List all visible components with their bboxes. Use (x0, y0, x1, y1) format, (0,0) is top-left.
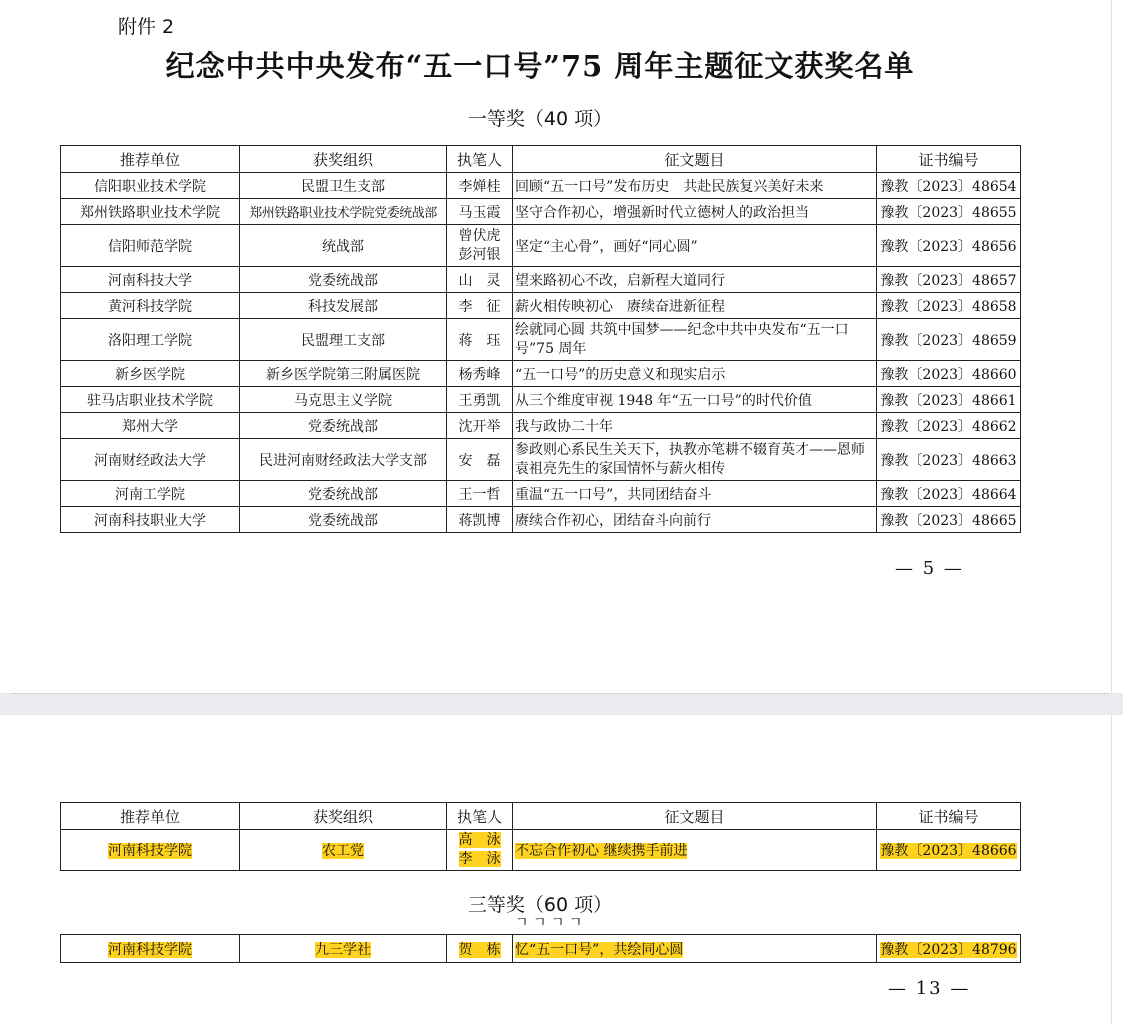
highlight: 河南科技学院 (108, 843, 192, 859)
cell-author: 山 灵 (447, 267, 513, 293)
cell-topic (513, 935, 877, 963)
cell-author (447, 935, 513, 963)
cell-unit (61, 830, 240, 871)
header-author: 执笔人 (447, 803, 513, 830)
table-row-highlighted (61, 935, 1021, 963)
cell-org: 民盟卫生支部 (240, 173, 447, 199)
cell-author: 曾伏虎 彭河银 (447, 225, 513, 267)
cell-org: 党委统战部 (240, 507, 447, 533)
table-row (61, 319, 1021, 361)
cell-topic: 从三个维度审视 1948 年“五一口号”的时代价值 (513, 387, 877, 413)
cell-topic: 重温“五一口号”，共同团结奋斗 (513, 481, 877, 507)
cell-org: 科技发展部 (240, 293, 447, 319)
cell-unit: 河南科技职业大学 (61, 507, 240, 533)
page-number-13: — 13 — (888, 978, 971, 999)
cell-topic: “五一口号”的历史意义和现实启示 (513, 361, 877, 387)
cell-author: 李婵桂 (447, 173, 513, 199)
cell-author: 李 征 (447, 293, 513, 319)
cell-unit: 新乡医学院 (61, 361, 240, 387)
header-topic: 征文题目 (513, 146, 877, 173)
cell-unit: 洛阳理工学院 (61, 319, 240, 361)
cell-org: 党委统战部 (240, 481, 447, 507)
cell-org: 统战部 (240, 225, 447, 267)
cell-cert: 豫教〔2023〕48659 (877, 319, 1021, 361)
table-row (61, 199, 1021, 225)
page-edge (1111, 715, 1112, 1024)
cell-cert: 豫教〔2023〕48656 (877, 225, 1021, 267)
cell-unit: 信阳师范学院 (61, 225, 240, 267)
table-row (61, 225, 1021, 267)
cell-unit: 驻马店职业技术学院 (61, 387, 240, 413)
table-row (61, 439, 1021, 481)
highlight: 忆“五一口号”，共绘同心圆 (515, 941, 684, 958)
cell-cert: 豫教〔2023〕48657 (877, 267, 1021, 293)
cell-cert (877, 935, 1021, 963)
highlight: 豫教〔2023〕48796 (880, 941, 1017, 958)
cell-cert: 豫教〔2023〕48658 (877, 293, 1021, 319)
cell-topic: 我与政协二十年 (513, 413, 877, 439)
cell-unit: 河南科技大学 (61, 267, 240, 293)
cell-author (447, 830, 513, 871)
header-cert: 证书编号 (877, 146, 1021, 173)
highlight: 河南科技学院 (108, 941, 192, 958)
cell-org: 郑州铁路职业技术学院党委统战部 (240, 199, 447, 225)
header-cert: 证书编号 (877, 803, 1021, 830)
cell-org (240, 935, 447, 963)
second-page-table (60, 802, 1021, 871)
table-row (61, 361, 1021, 387)
cell-author: 蒋 珏 (447, 319, 513, 361)
cell-topic: 薪火相传映初心 赓续奋进新征程 (513, 293, 877, 319)
cell-author: 王勇凯 (447, 387, 513, 413)
table-row (61, 267, 1021, 293)
cell-org (240, 830, 447, 871)
section-third-prize: 三等奖（60 项） (467, 894, 613, 916)
cell-unit: 河南工学院 (61, 481, 240, 507)
cell-topic (513, 830, 877, 871)
cell-unit: 郑州铁路职业技术学院 (61, 199, 240, 225)
table-row (61, 413, 1021, 439)
page-edge (1111, 0, 1112, 693)
cell-topic: 参政则心系民生关天下，执教亦笔耕不辍育英才——恩师袁祖亮先生的家国情怀与薪火相传 (513, 439, 877, 481)
page-number-5: — 5 — (895, 558, 964, 579)
cell-org: 民进河南财经政法大学支部 (240, 439, 447, 481)
cell-cert: 豫教〔2023〕48665 (877, 507, 1021, 533)
header-author: 执笔人 (447, 146, 513, 173)
section-first-prize: 一等奖（40 项） (467, 108, 613, 130)
cell-cert: 豫教〔2023〕48664 (877, 481, 1021, 507)
header-unit: 推荐单位 (61, 803, 240, 830)
attachment-label: 附件 2 (118, 16, 175, 38)
cell-author: 杨秀峰 (447, 361, 513, 387)
cell-org: 马克思主义学院 (240, 387, 447, 413)
table-row-highlighted (61, 830, 1021, 871)
cell-topic: 绘就同心圆 共筑中国梦——纪念中共中央发布“五一口号”75 周年 (513, 319, 877, 361)
highlight: 贺 栋 (458, 941, 501, 958)
table-row (61, 507, 1021, 533)
table-header-row (61, 803, 1021, 830)
table-header-row (61, 146, 1021, 173)
cell-org: 党委统战部 (240, 267, 447, 293)
cell-unit: 河南财经政法大学 (61, 439, 240, 481)
cell-topic: 赓续合作初心，团结奋斗向前行 (513, 507, 877, 533)
table-row (61, 387, 1021, 413)
highlight: 农工党 (322, 843, 364, 859)
highlight: 高 泳 (458, 832, 501, 848)
cut-off-text (515, 915, 605, 931)
highlight: 九三学社 (315, 941, 371, 958)
cell-topic: 回顾“五一口号”发布历史 共赴民族复兴美好未来 (513, 173, 877, 199)
header-org: 获奖组织 (240, 803, 447, 830)
page-separator (0, 693, 1123, 715)
header-unit: 推荐单位 (61, 146, 240, 173)
cell-author: 蒋凯博 (447, 507, 513, 533)
cut-off-glyphs: ㄱ ㄱ ㄱ ㄱ (515, 915, 583, 931)
cell-author: 王一哲 (447, 481, 513, 507)
cell-org: 新乡医学院第三附属医院 (240, 361, 447, 387)
third-prize-table (60, 934, 1021, 963)
cell-unit: 郑州大学 (61, 413, 240, 439)
cell-topic: 坚守合作初心，增强新时代立德树人的政治担当 (513, 199, 877, 225)
cell-author: 安 磊 (447, 439, 513, 481)
highlight: 李 泳 (458, 851, 501, 867)
cell-unit (61, 935, 240, 963)
page-separator-line (10, 693, 1110, 694)
cell-topic: 望来路初心不改，启新程大道同行 (513, 267, 877, 293)
cell-cert: 豫教〔2023〕48662 (877, 413, 1021, 439)
header-topic: 征文题目 (513, 803, 877, 830)
highlight: 不忘合作初心 继续携手前进 (515, 843, 688, 859)
cell-unit: 黄河科技学院 (61, 293, 240, 319)
highlight: 豫教〔2023〕48666 (880, 843, 1017, 859)
first-prize-table (60, 145, 1021, 533)
cell-author: 马玉霞 (447, 199, 513, 225)
header-org: 获奖组织 (240, 146, 447, 173)
cell-topic: 坚定“主心骨”，画好“同心圆” (513, 225, 877, 267)
cell-cert: 豫教〔2023〕48663 (877, 439, 1021, 481)
page-title: 纪念中共中央发布“五一口号”75 周年主题征文获奖名单 (165, 49, 915, 83)
cell-cert: 豫教〔2023〕48654 (877, 173, 1021, 199)
table-row (61, 481, 1021, 507)
cell-unit: 信阳职业技术学院 (61, 173, 240, 199)
cell-org: 党委统战部 (240, 413, 447, 439)
cell-org: 民盟理工支部 (240, 319, 447, 361)
cell-cert: 豫教〔2023〕48655 (877, 199, 1021, 225)
table-row (61, 173, 1021, 199)
cell-author: 沈开举 (447, 413, 513, 439)
cell-cert: 豫教〔2023〕48660 (877, 361, 1021, 387)
table-row (61, 293, 1021, 319)
cell-cert: 豫教〔2023〕48661 (877, 387, 1021, 413)
cell-cert (877, 830, 1021, 871)
